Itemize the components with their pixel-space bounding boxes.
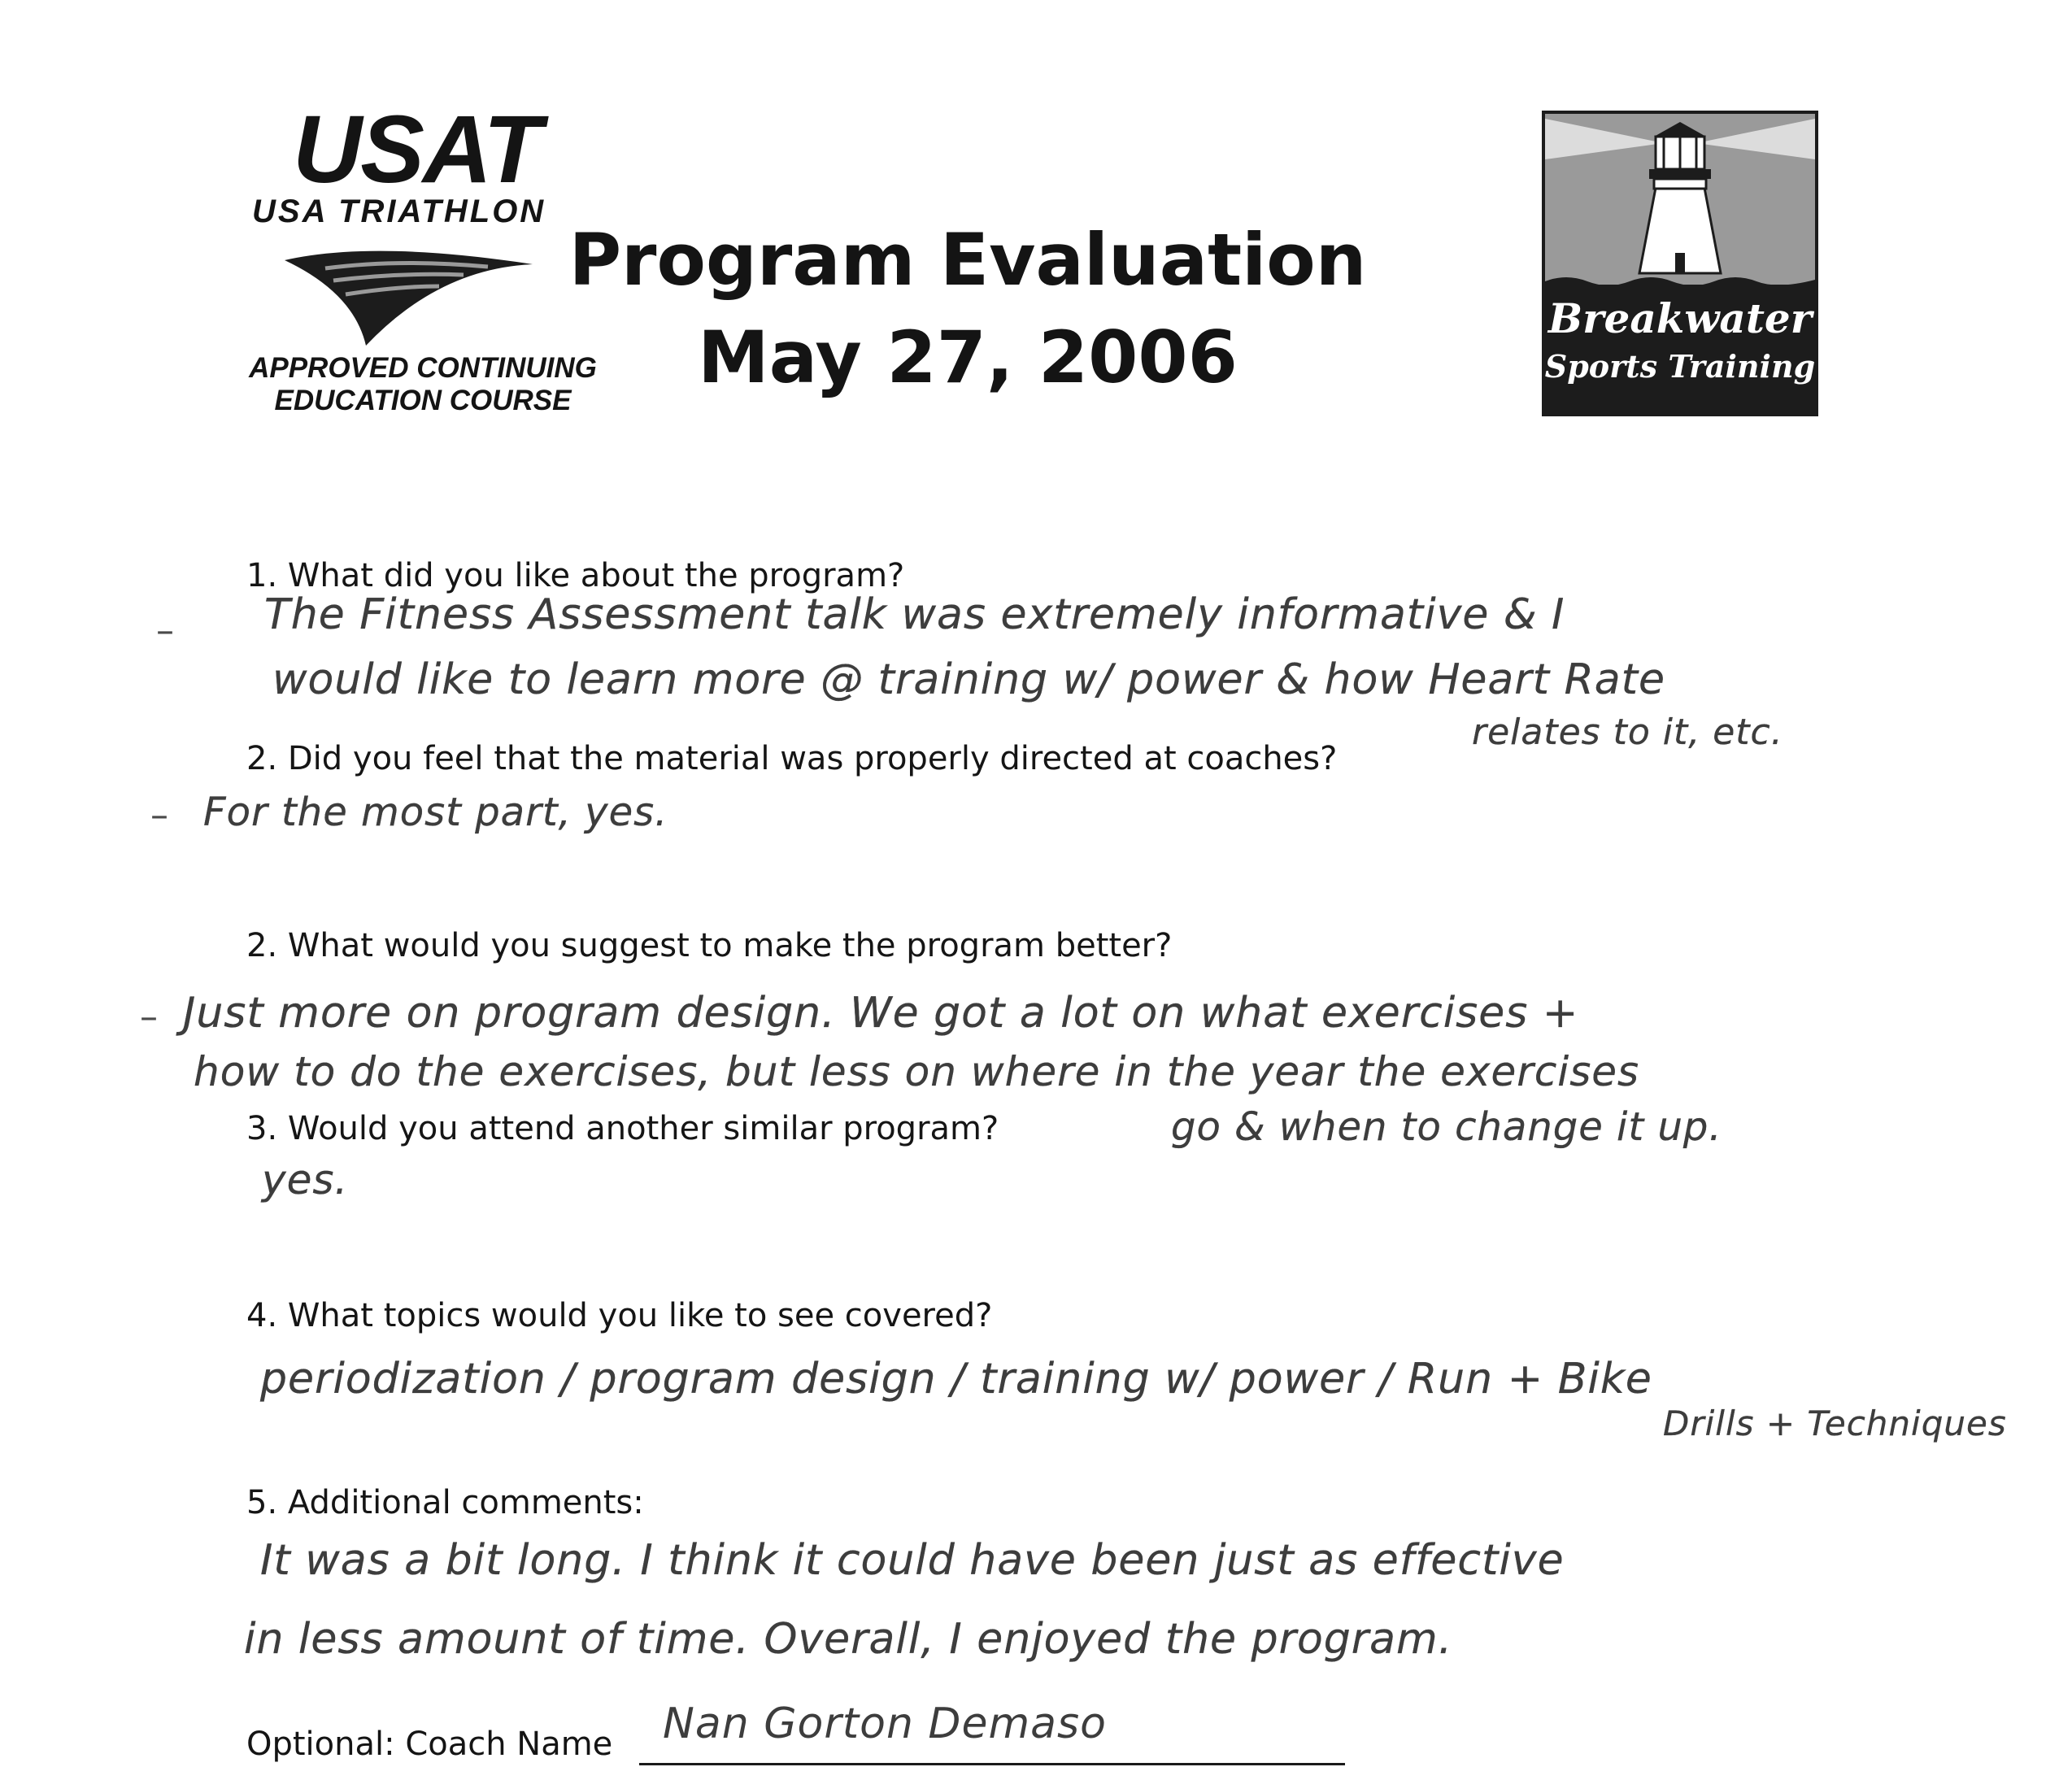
answer-dash: – <box>140 996 158 1038</box>
coach-name-line <box>639 1763 1345 1765</box>
question-6: 5. Additional comments: <box>246 1484 644 1521</box>
page-title-date: May 27, 2006 <box>698 316 1238 399</box>
answer-5-line2: Drills + Techniques <box>1663 1404 2007 1443</box>
question-1: 1. What did you like about the program? <box>246 557 905 594</box>
answer-1-line3: relates to it, etc. <box>1472 712 1783 753</box>
answer-4-line1: yes. <box>262 1156 349 1203</box>
coach-name-label: Optional: Coach Name <box>246 1726 613 1763</box>
coach-name-field[interactable]: Nan Gorton Demaso <box>663 1699 1107 1748</box>
answer-6-line1: It was a bit long. I think it could have been just as effective <box>260 1536 1565 1585</box>
answer-1-line1: The Fitness Assessment talk was extremely informative & I <box>264 590 1565 639</box>
breakwater-logo-line1: Breakwater <box>1547 294 1813 342</box>
breakwater-logo-line2: Sports Training <box>1544 348 1816 385</box>
breakwater-logo <box>1542 111 1818 416</box>
question-2: 2. Did you feel that the material was properly directed at coaches? <box>246 740 1338 777</box>
page-title-line1: Program Evaluation <box>568 218 1367 302</box>
answer-dash: – <box>156 610 174 651</box>
answer-3-line1: Just more on program design. We got a lot on what exercises + <box>183 989 1579 1038</box>
answer-3-line3: go & when to change it up. <box>1171 1104 1722 1150</box>
usat-approved-line1: APPROVED CONTINUING <box>249 352 597 384</box>
question-3: 2. What would you suggest to make the program better? <box>246 927 1173 964</box>
usat-logo-subtitle: USA TRIATHLON <box>252 194 546 229</box>
usat-logo-wordmark: USAT <box>293 96 541 203</box>
answer-5-line1: periodization / program design / training w/ power / Run + Bike <box>260 1355 1652 1404</box>
answer-6-line2: in less amount of time. Overall, I enjoyed the program. <box>244 1615 1453 1664</box>
answer-3-line2: how to do the exercises, but less on where in the year the exercises <box>194 1048 1640 1095</box>
question-5: 4. What topics would you like to see covered? <box>246 1297 993 1334</box>
question-4: 3. Would you attend another similar program? <box>246 1110 999 1147</box>
answer-dash: – <box>150 794 168 836</box>
usat-approved-line2: EDUCATION COURSE <box>274 385 572 416</box>
answer-2-line1: For the most part, yes. <box>203 790 668 835</box>
answer-1-line2: would like to learn more @ training w/ power & how Heart Rate <box>272 655 1665 704</box>
page-title <box>358 211 1578 407</box>
